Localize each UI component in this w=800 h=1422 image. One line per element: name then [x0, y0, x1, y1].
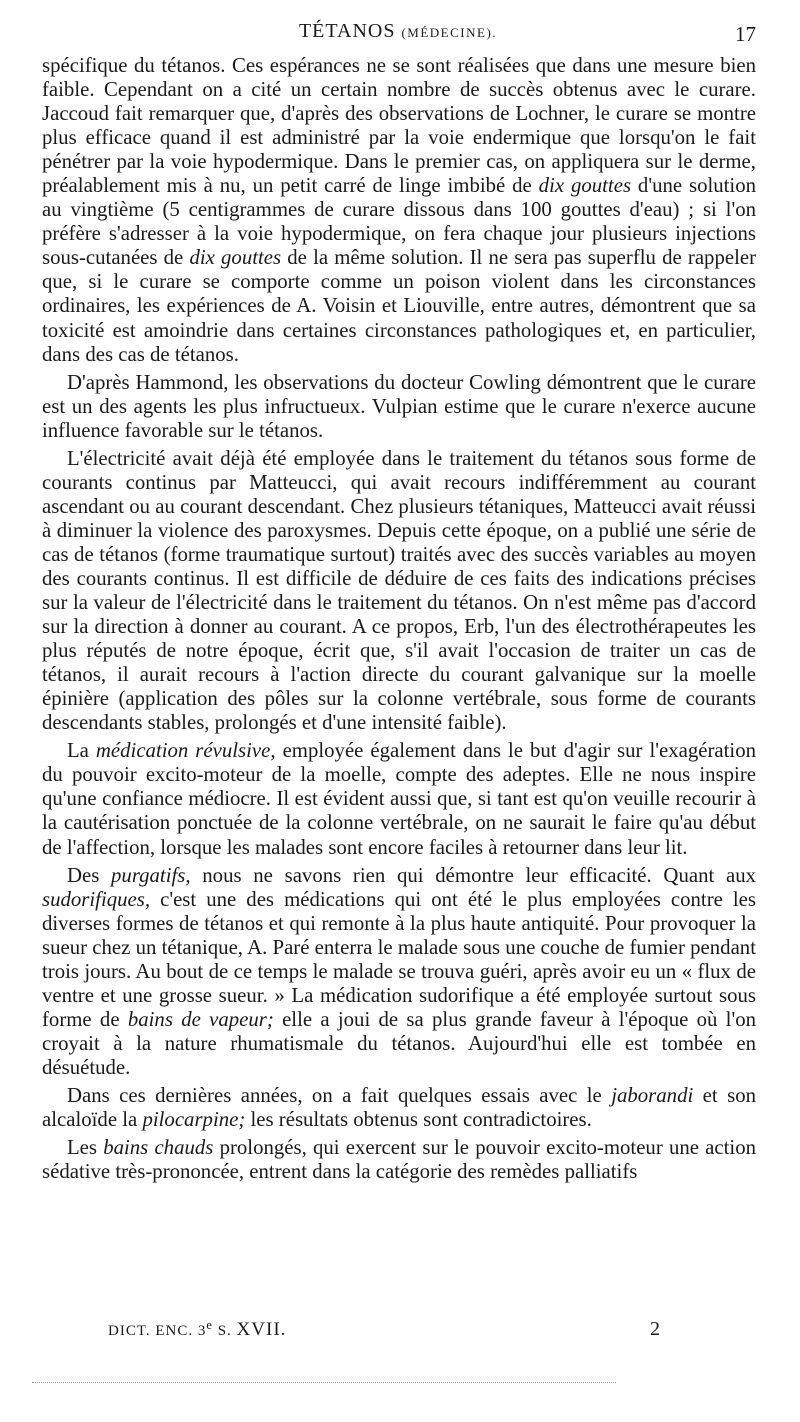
- signature-series: S.: [217, 1323, 232, 1339]
- text-run: de la même solution. Il ne sera pas superflu de rappeler que, si le curare se comporte comme un poison violent dans les circonstances ordinaires, les expériences de A. Voisin et Liouville, entre autres, démontrent que sa toxicité est amoindrie dans certaines circonstances pathologiques et, en particulier, dans des cas de tétanos.: [42, 246, 757, 366]
- text-run: spécifique du tétanos. Ces espérances ne se sont réalisées que dans une mesure bien faible. Cependant on a cité un certain nombre de succès obtenus avec le curare. Jaccoud fait remarquer que, d'après des observations de Lochner, le curare se montre plus efficace quand il est administré par la voie endermique que lorsqu'on le fait pénétrer par la voie hypodermique. Dans le premier cas, on appliquera sur le derme, préalablement mis à nu, un petit carré de linge imbibé de: [42, 54, 756, 198]
- text-run: Des: [66, 863, 112, 887]
- paragraph: [42, 371, 756, 443]
- italic-term: médication révulsive,: [95, 739, 276, 763]
- text-run: nous ne savons rien qui démontre leur efficacité. Quant aux: [190, 863, 756, 887]
- text-run: les résultats obtenus sont contradictoires.: [245, 1108, 592, 1132]
- italic-term: bains chauds: [103, 1136, 214, 1160]
- text-run: D'après Hammond, les observations du docteur Cowling démontrent que le curare est un des agents les plus infructueux. Vulpian estime que le curare n'exerce aucune influence favorable sur le tétanos.: [42, 370, 756, 442]
- text-run: prolongés, qui exercent sur le pouvoir excito-moteur une action sédative très-prononcée, entrent dans la catégorie des remèdes palliatifs: [42, 1136, 756, 1184]
- text-run: elle a joui de sa plus grande faveur à l'époque où l'on croyait à la nature rhumatismale du tétanos. Aujourd'hui elle est tombée en désuétude.: [42, 1007, 757, 1079]
- text-run: Dans ces dernières années, on a fait quelques essais avec le: [66, 1083, 612, 1107]
- text-run: et son alcaloïde la: [42, 1083, 756, 1132]
- text-run: d'une solution au vingtième (5 centigrammes de curare dissous dans 100 gouttes d'eau) ; si l'on préfère s'adresser à la voie hypodermique, on fera chaque jour plusieurs injections sous-cutanées de: [42, 174, 757, 270]
- italic-term: purgatifs,: [111, 863, 191, 887]
- page-header: [38, 20, 758, 50]
- text-run: L'électricité avait déjà été employée dans le traitement du tétanos sous forme de courants continus par Matteucci, qui avait recours indifféremment au courant ascendant ou au courant descendant. Chez plusieurs tétaniques, Matteucci avait réussi à diminuer la violence des paroxysmes. Depuis cette époque, on a publié une série de cas de tétanos (forme traumatique surtout) traités avec des succès variables au moyen des courants continus. Il est difficile de déduire de ces faits des indications précises sur la valeur de l'électricité dans le traitement du tétanos. On n'est même pas d'accord sur la direction à donner au courant. A ce propos, Erb, l'un des électrothérapeutes les plus réputés de notre époque, écrit que, s'il avait l'occasion de traiter un cas de tétanos, il aurait recours à l'action directe du courant galvanique sur la moelle épinière (application des pôles sur la colonne vertébrale, sous forme de courants descendants stables, prolongés et d'une intensité faible).: [42, 446, 756, 735]
- italic-term: jaborandi: [611, 1083, 694, 1107]
- paragraph: [42, 54, 756, 367]
- bottom-rule: [32, 1382, 616, 1383]
- text-run: Les: [66, 1136, 104, 1160]
- running-title-main: TÉTANOS: [298, 20, 396, 42]
- text-run: La: [66, 739, 96, 763]
- italic-term: dix gouttes: [189, 246, 282, 270]
- paragraph: [42, 864, 756, 1080]
- page-footer: [108, 1318, 668, 1348]
- text-run: employée également dans le but d'agir sur l'exagération du pouvoir excito-moteur de la moelle, compte des adeptes. Elle ne nous inspire qu'une confiance médiocre. Il est évident aussi que, si tant est qu'on veuille recourir à la cautérisation ponctuée de la colonne vertébrale, on ne saurait le faire qu'au début de l'affection, lorsque les malades sont encore faciles à retourner dans leur lit.: [42, 739, 756, 859]
- italic-term: sudorifiques,: [42, 887, 151, 911]
- running-title: [38, 20, 758, 43]
- italic-term: dix gouttes: [538, 174, 632, 198]
- paragraph: [42, 739, 756, 859]
- paragraph: [42, 1084, 756, 1132]
- page-number: 17: [735, 22, 756, 46]
- signature-prefix: DICT. ENC. 3: [108, 1323, 207, 1339]
- paragraph: [42, 447, 756, 736]
- text-run: c'est une des médications qui ont été le plus employées contre les diverses formes de tétanos et qui remonte à la plus haute antiquité. Pour provoquer la sueur chez un tétanique, A. Paré enterra le malade sous une couche de fumier pendant trois jours. Au bout de ce temps le malade se trouva guéri, après avoir eu un « flux de ventre et une grosse sueur. » La médication sudorifique a été employée surtout sous forme de: [42, 887, 756, 1031]
- running-title-subtitle: (MÉDECINE).: [401, 25, 498, 40]
- paragraph: [42, 1136, 756, 1184]
- italic-term: bains de vapeur;: [127, 1007, 274, 1031]
- signature-volume: XVII.: [236, 1319, 287, 1340]
- printer-signature: [108, 1318, 286, 1341]
- signature-superscript: e: [206, 1318, 213, 1332]
- italic-term: pilocarpine;: [142, 1108, 246, 1132]
- body-text: [42, 54, 756, 1184]
- sheet-number: 2: [650, 1318, 660, 1340]
